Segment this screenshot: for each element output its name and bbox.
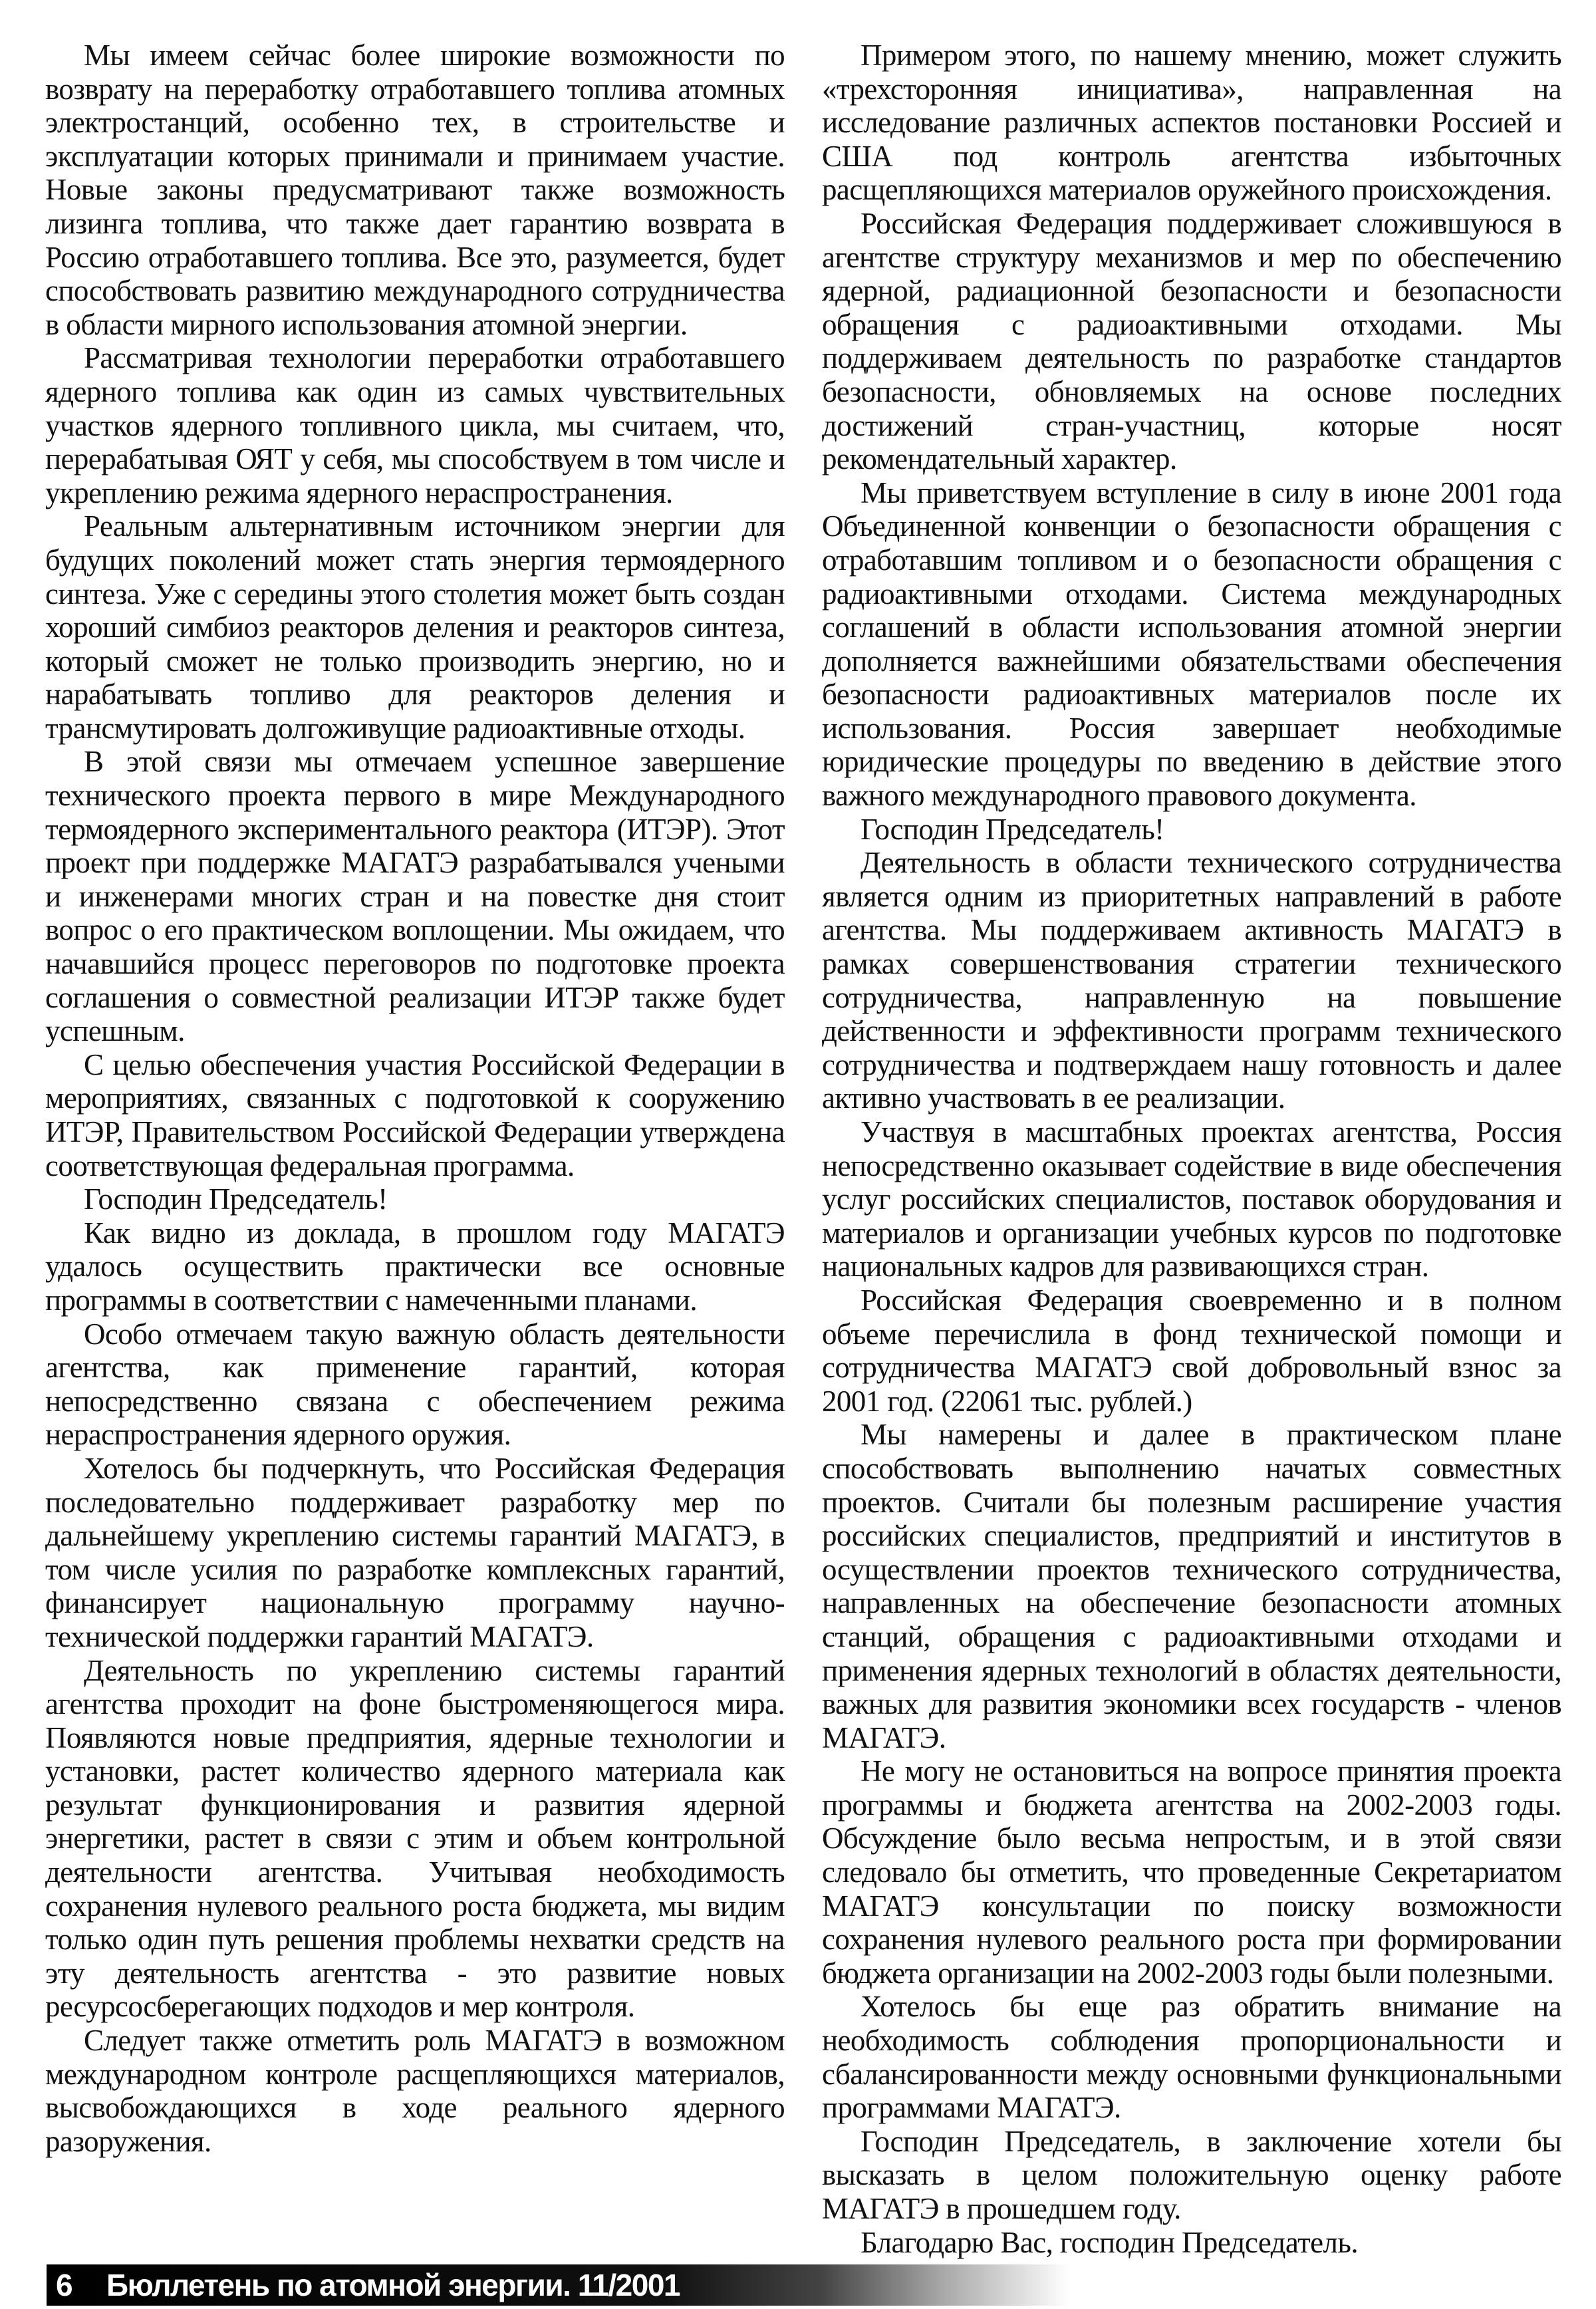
paragraph: Господин Председатель, в заключение хотели бы высказать в целом положительную оценку работе МАГАТЭ в прошедшем году. (822, 2124, 1561, 2225)
paragraph: Хотелось бы еще раз обратить внимание на необходимость соблюдения пропорциональности и сбалансированности между основными функциональными программами МАГАТЭ. (822, 1990, 1561, 2125)
paragraph: Не могу не остановиться на вопросе принятия проекта программы и бюджета агентства на 2002-2003 годы. Обсуждение было весьма непростым, и в этой связи следовало бы отметить, что проведенные Секретариатом МАГАТЭ консультации по поиску возможности сохранения нулевого реального роста при формировании бюджета организации на 2002-2003 годы были полезными. (822, 1754, 1561, 1990)
paragraph: Господин Председатель! (861, 812, 1164, 846)
paragraph: Мы намерены и далее в практическом плане способствовать выполнению начатых совместных проектов. Считали бы полезным расширение участия российских специалистов, предприятий и институтов в осуществлении проектов технического сотрудничества, направленных на обеспечение безопасности атомных станций, обращения с радиоактивными отходами и применения ядерных технологий в областях деятельности, важных для развития экономики всех государств - членов МАГАТЭ. (822, 1418, 1561, 1754)
paragraph: Благодарю Вас, господин Председатель. (861, 2225, 1358, 2259)
paragraph: Российская Федерация своевременно и в полном объеме перечислила в фонд технической помощи и сотрудничества МАГАТЭ свой добровольный взнос за 2001 год. (22061 тыс. рублей.) (822, 1283, 1561, 1418)
paragraph: Особо отмечаем такую важную область деятельности агентства, как применение гарантий, которая непосредственно связана с обеспечением режима нераспространения ядерного оружия. (45, 1317, 785, 1452)
publication-title: Бюллетень по атомной энергии. 11/2001 (106, 2268, 680, 2302)
paragraph: Мы приветствуем вступление в силу в июне 2001 года Объединенной конвенции о безопасности обращения с отработавшим топливом и о безопасности обращения с радиоактивными отходами. Система международных соглашений в области использования атомной энергии дополняется важнейшими обязательствами обеспечения безопасности радиоактивных материалов после их использования. Россия завершает необходимые юридические процедуры по введению в действие этого важного международного правового документа. (822, 475, 1561, 813)
right-column (822, 39, 1561, 2259)
paragraph: Мы имеем сейчас более широкие возможности по возврату на переработку отработавшего топлива атомных электростанций, особенно тех, в строительстве и эксплуатации которых принимали и принимаем участие. Новые законы предусматривают также возможность лизинга топлива, что также дает гарантию возврата в Россию отработавшего топлива. Все это, разумеется, будет способствовать развитию международного сотрудничества в области мирного использования атомной энергии. (45, 39, 785, 341)
paragraph: Хотелось бы подчеркнуть, что Российская Федерация последовательно поддерживает разработку мер по дальнейшему укреплению системы гарантий МАГАТЭ, в том числе усилия по разработке комплексных гарантий, финансирует национальную программу научно-технической поддержки гарантий МАГАТЭ. (45, 1451, 785, 1653)
page-number: 6 (56, 2268, 72, 2302)
paragraph: Как видно из доклада, в прошлом году МАГАТЭ удалось осуществить практически все основные программы в соответствии с намеченными планами. (45, 1216, 785, 1317)
page-footer (47, 2264, 1596, 2306)
paragraph: Следует также отметить роль МАГАТЭ в возможном международном контроле расщепляющихся материалов, высвобождающихся в ходе реального ядерного разоружения. (45, 2024, 785, 2158)
paragraph: Господин Председатель! (84, 1182, 388, 1216)
paragraph: Реальным альтернативным источником энергии для будущих поколений может стать энергия термоядерного синтеза. Уже с середины этого столетия может быть создан хороший симбиоз реакторов деления и реакторов синтеза, который сможет не только производить энергию, но и нарабатывать топливо для реакторов деления и трансмутировать долгоживущие радиоактивные отходы. (45, 509, 785, 745)
paragraph: С целью обеспечения участия Российской Федерации в мероприятиях, связанных с подготовкой к сооружению ИТЭР, Правительством Российской Федерации утверждена соответствующая федеральная программа. (45, 1047, 785, 1182)
paragraph: Участвуя в масштабных проектах агентства, Россия непосредственно оказывает содействие в виде обеспечения услуг российских специалистов, поставок оборудования и материалов и организации учебных курсов по подготовке национальных кадров для развивающихся стран. (822, 1115, 1561, 1284)
paragraph: Рассматривая технологии переработки отработавшего ядерного топлива как один из самых чувствительных участков ядерного топливного цикла, мы считаем, что, перерабатывая ОЯТ у себя, мы способствуем в том числе и укреплению режима ядерного нераспространения. (45, 341, 785, 509)
paragraph: Деятельность в области технического сотрудничества является одним из приоритетных направлений в работе агентства. Мы поддерживаем активность МАГАТЭ в рамках совершенствования стратегии технического сотрудничества, направленную на повышение действенности и эффективности программ технического сотрудничества и подтверждаем нашу готовность и далее активно участвовать в ее реализации. (822, 846, 1561, 1115)
paragraph: В этой связи мы отмечаем успешное завершение технического проекта первого в мире Международного термоядерного экспериментального реактора (ИТЭР). Этот проект при поддержке МАГАТЭ разрабатывался учеными и инженерами многих стран и на повестке дня стоит вопрос о его практическом воплощении. Мы ожидаем, что начавшийся процесс переговоров по подготовке проекта соглашения о совместной реализации ИТЭР также будет успешным. (45, 745, 785, 1048)
paragraph: Деятельность по укреплению системы гарантий агентства проходит на фоне быстроменяющегося мира. Появляются новые предприятия, ядерные технологии и установки, растет количество ядерного материала как результат функционирования и развития ядерной энергетики, растет в связи с этим и объем контрольной деятельности агентства. Учитывая необходимость сохранения нулевого реального роста бюджета, мы видим только один путь решения проблемы нехватки средств на эту деятельность агентства - это развитие новых ресурсосберегающих подходов и мер контроля. (45, 1653, 785, 2024)
paragraph: Примером этого, по нашему мнению, может служить «трехсторонняя инициатива», направленная на исследование различных аспектов постановки Россией и США под контроль агентства избыточных расщепляющихся материалов оружейного происхождения. (822, 39, 1561, 207)
left-column (45, 39, 785, 2158)
paragraph: Российская Федерация поддерживает сложившуюся в агентстве структуру механизмов и мер по обеспечению ядерной, радиационной безопасности и безопасности обращения с радиоактивными отходами. Мы поддерживаем деятельность по разработке стандартов безопасности, обновляемых на основе последних достижений стран-участниц, которые носят рекомендательный характер. (822, 206, 1561, 476)
